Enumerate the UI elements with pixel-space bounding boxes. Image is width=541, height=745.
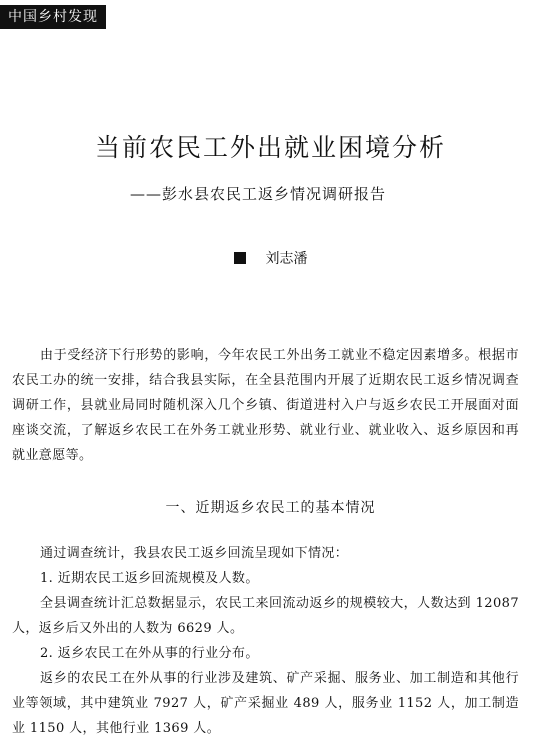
square-bullet-icon [234,252,246,264]
section-heading: 一、近期返乡农民工的基本情况 [165,500,376,516]
article-title: 当前农民工外出就业困境分析 [94,133,446,162]
list-item-label: 2. 返乡农民工在外从事的行业分布。 [40,646,259,661]
author-line [0,248,541,268]
list-item-label: 1. 近期农民工返乡回流规模及人数。 [40,571,259,586]
body-paragraph: 全县调查统计汇总数据显示，农民工来回流动返乡的规模较大，人数达到 12087 人，返乡后又外出的人数为 6629 人。 [12,596,519,636]
journal-section-tag: 中国乡村发现 [0,5,106,29]
article-subtitle: ——彭水县农民工返乡情况调研报告 [130,185,387,203]
body-paragraph: 返乡的农民工在外从事的行业涉及建筑、矿产采掘、服务业、加工制造和其他行业等领域，其中建筑业 7927 人，矿产采掘业 489 人，服务业 1152 人，加工制造业 1150 人，其他行业 1369 人。 [12,671,519,736]
author-name: 刘志潘 [265,251,308,267]
section-intro: 通过调查统计，我县农民工返乡回流呈现如下情况： [40,546,349,561]
abstract-paragraph: 由于受经济下行形势的影响，今年农民工外出务工就业不稳定因素增多。根据市农民工办的统一安排，结合我县实际，在全县范围内开展了近期农民工返乡情况调查调研工作，县就业局同时随机深入几个乡镇、街道进村入户与返乡农民工开展面对面座谈交流，了解返乡农民工在外务工就业形势、就业行业、就业收入、返乡原因和再就业意愿等。 [12,348,519,463]
